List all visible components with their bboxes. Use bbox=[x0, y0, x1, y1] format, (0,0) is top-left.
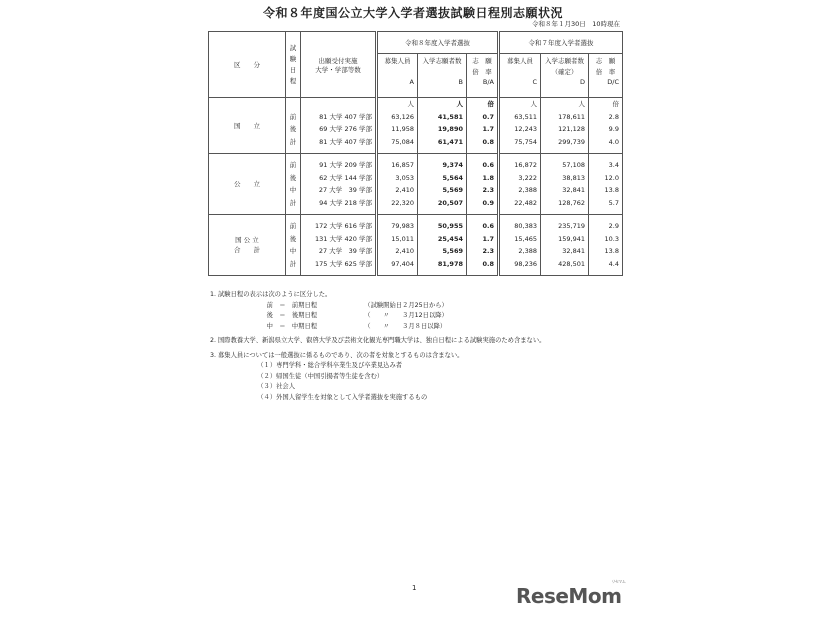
cell-d: 428,501 bbox=[558, 259, 585, 268]
cell-c: 12,243 bbox=[514, 125, 537, 133]
cell-b: 81,978 bbox=[437, 259, 463, 268]
col-c-label: 募集人員 bbox=[507, 57, 533, 65]
schedule-cell: 中 bbox=[289, 247, 297, 255]
section-name: 国 公 立 合 計 bbox=[209, 215, 286, 276]
cell-d: 57,108 bbox=[562, 161, 585, 169]
cell-a: 79,983 bbox=[391, 222, 414, 230]
page-title: 令和８年度国公立大学入学者選抜試験日程別志願状況 bbox=[262, 6, 563, 20]
cell-d: 128,762 bbox=[558, 198, 585, 207]
application-status-table bbox=[208, 31, 623, 276]
schedule-char: 程 bbox=[289, 76, 297, 85]
cell-a: 15,011 bbox=[391, 234, 414, 243]
cell-dc: 4.0 bbox=[608, 137, 619, 146]
note-line: （２）帰国生徒（中国引揚者等生徒を含む） bbox=[210, 372, 384, 380]
r8-header: 令和８年度入学者選抜 bbox=[377, 32, 499, 54]
col-a-symbol: A bbox=[409, 78, 414, 86]
cell-d: 299,739 bbox=[558, 137, 585, 146]
note-line: 前 ＝ 前期日程 （試験開始日２月25日から） bbox=[210, 301, 448, 309]
cell-b: 5,569 bbox=[442, 186, 463, 194]
cell-dc: 10.3 bbox=[604, 234, 619, 243]
cell-ba: 0.8 bbox=[482, 137, 494, 146]
schedule-cell: 計 bbox=[289, 137, 297, 146]
section-name: 国 立 bbox=[209, 98, 286, 154]
cell-ba: 0.9 bbox=[482, 198, 494, 207]
cell-d: 235,719 bbox=[558, 222, 585, 230]
note-line: （４）外国人留学生を対象として入学者選抜を実施するもの bbox=[210, 393, 428, 401]
cell-dc: 2.8 bbox=[608, 112, 619, 121]
cell-b: 9,374 bbox=[442, 161, 463, 169]
schedule-cell: 前 bbox=[289, 112, 297, 121]
schedule-cell: 後 bbox=[289, 125, 297, 133]
col-d-symbol: D bbox=[579, 78, 585, 86]
cell-c: 3,222 bbox=[518, 173, 537, 182]
cell-a: 2,410 bbox=[395, 247, 414, 255]
schedule-char: 日 bbox=[289, 65, 297, 74]
cell-b: 5,569 bbox=[442, 247, 463, 255]
cell-ba: 0.7 bbox=[482, 112, 494, 121]
cell-ba: 0.8 bbox=[482, 259, 494, 268]
cell-dc: 13.8 bbox=[604, 247, 619, 255]
cell-c: 63,511 bbox=[514, 112, 537, 121]
note-line: 2. 国際教養大学、新潟県立大学、叡啓大学及び芸術文化観光専門職大学は、独自日程による試験実施のため含まない。 bbox=[210, 337, 546, 344]
col-dc-symbol: D/C bbox=[607, 78, 619, 86]
notes bbox=[210, 290, 545, 403]
note-line: （１）専門学科・総合学科卒業生及び卒業見込み者 bbox=[210, 362, 403, 369]
table-section bbox=[209, 154, 623, 215]
cell-a: 3,053 bbox=[395, 173, 414, 182]
cell-ba: 2.3 bbox=[482, 247, 494, 255]
cell-b: 41,581 bbox=[437, 112, 463, 121]
r7-header: 令和７年度入学者選抜 bbox=[499, 32, 623, 54]
cell-c: 22,482 bbox=[514, 198, 537, 207]
cell-c: 75,754 bbox=[514, 137, 537, 146]
cell-dc: 13.8 bbox=[604, 186, 619, 194]
page-number: 1 bbox=[412, 584, 417, 592]
note-line: 中 ＝ 中期日程 （ 〃 ３月８日以降） bbox=[210, 322, 447, 330]
schedule-cell: 前 bbox=[289, 161, 297, 169]
cell-c: 80,383 bbox=[514, 222, 537, 230]
universities-cell: 172 大学 616 学部 bbox=[314, 222, 372, 230]
unit-label: 人 bbox=[407, 100, 414, 108]
table-section bbox=[209, 215, 623, 276]
universities-cell: 131 大学 420 学部 bbox=[314, 234, 372, 243]
cell-dc: 5.7 bbox=[608, 198, 619, 207]
cell-d: 32,841 bbox=[562, 247, 585, 255]
cell-ba: 0.6 bbox=[482, 222, 494, 230]
as-of-date: 令和８年１月30日 10時現在 bbox=[531, 20, 620, 28]
unit-label: 人 bbox=[530, 100, 537, 108]
cell-d: 32,841 bbox=[562, 186, 585, 194]
cell-ba: 0.6 bbox=[482, 161, 494, 169]
col-b-sub bbox=[421, 67, 463, 78]
cell-a: 75,084 bbox=[391, 137, 414, 146]
cell-dc: 12.0 bbox=[604, 173, 619, 182]
col-a-sub bbox=[381, 67, 414, 78]
cell-b: 5,564 bbox=[442, 173, 463, 182]
col-ba-label: 志 願 bbox=[472, 57, 492, 65]
universities-cell: 81 大学 407 学部 bbox=[319, 137, 372, 146]
cell-a: 16,857 bbox=[391, 161, 414, 169]
note-line: 3. 募集人員については一般選抜に係るものであり、次の者を対象とするものは含まない。 bbox=[210, 351, 464, 359]
col-a-label: 募集人員 bbox=[384, 57, 411, 65]
schedule-cell: 後 bbox=[289, 234, 297, 243]
note-line: 1. 試験日程の表示は次のように区分した。 bbox=[210, 291, 332, 298]
note-line: 後 ＝ 後期日程 （ 〃 ３月12日以降） bbox=[210, 312, 448, 319]
cell-c: 2,388 bbox=[518, 186, 537, 194]
col-d-sub: （確定） bbox=[551, 68, 578, 76]
unit-label: 倍 bbox=[612, 100, 619, 108]
schedule-cell: 計 bbox=[289, 198, 297, 207]
schedule-cell: 後 bbox=[289, 173, 297, 182]
cell-c: 2,388 bbox=[518, 247, 537, 255]
cell-b: 20,507 bbox=[437, 198, 463, 207]
cell-a: 2,410 bbox=[395, 186, 414, 194]
unit-label: 倍 bbox=[487, 100, 494, 108]
cell-a: 22,320 bbox=[391, 198, 414, 207]
cell-ba: 1.7 bbox=[482, 234, 494, 243]
cell-b: 61,471 bbox=[437, 137, 463, 146]
col-d-label: 入学志願者数 bbox=[545, 57, 584, 65]
unit-label: 人 bbox=[456, 100, 463, 108]
cell-a: 11,958 bbox=[391, 125, 414, 133]
cell-b: 25,454 bbox=[437, 234, 463, 243]
universities-cell: 62 大学 144 学部 bbox=[319, 173, 372, 182]
cell-a: 97,404 bbox=[391, 259, 414, 268]
cell-dc: 3.4 bbox=[608, 161, 619, 169]
universities-cell: 175 大学 625 学部 bbox=[314, 259, 372, 268]
cell-b: 19,890 bbox=[437, 125, 463, 133]
table-section bbox=[209, 98, 623, 154]
schedule-cell: 計 bbox=[289, 259, 297, 268]
uni-header-1: 出願受付実施 bbox=[318, 56, 358, 65]
col-c-symbol: C bbox=[532, 78, 537, 86]
col-ba-symbol: B/A bbox=[482, 78, 494, 86]
col-ba-sub: 倍 率 bbox=[472, 68, 492, 76]
cell-dc: 9.9 bbox=[608, 125, 619, 133]
col-b-symbol: B bbox=[458, 78, 463, 86]
col-c-sub bbox=[503, 67, 537, 78]
cell-c: 16,872 bbox=[514, 161, 537, 169]
unit-label: 人 bbox=[578, 100, 585, 108]
cell-d: 159,941 bbox=[558, 234, 585, 243]
section-name: 公 立 bbox=[209, 154, 286, 215]
category-header: 区 分 bbox=[209, 32, 286, 98]
schedule-char: 試 bbox=[289, 43, 297, 52]
cell-ba: 2.3 bbox=[482, 186, 494, 194]
col-dc-sub: 倍 率 bbox=[595, 68, 616, 76]
cell-c: 98,236 bbox=[514, 259, 537, 268]
cell-c: 15,465 bbox=[514, 234, 537, 243]
col-b-label: 入学志願者数 bbox=[422, 57, 462, 65]
cell-dc: 2.9 bbox=[608, 222, 619, 230]
note-line: （３）社会人 bbox=[210, 383, 296, 390]
cell-ba: 1.8 bbox=[482, 173, 494, 182]
cell-ba: 1.7 bbox=[482, 125, 494, 133]
universities-cell: 81 大学 407 学部 bbox=[319, 112, 372, 121]
cell-a: 63,126 bbox=[391, 112, 414, 121]
schedule-header bbox=[286, 32, 301, 98]
resemom-logo: ReseMom リセマム bbox=[516, 579, 626, 608]
universities-cell: 27 大学 39 学部 bbox=[318, 247, 372, 255]
cell-b: 50,955 bbox=[437, 222, 463, 230]
cell-d: 38,813 bbox=[562, 173, 585, 182]
universities-header bbox=[301, 32, 377, 98]
cell-d: 121,128 bbox=[558, 125, 585, 133]
universities-cell: 94 大学 218 学部 bbox=[319, 198, 372, 207]
cell-dc: 4.4 bbox=[608, 259, 619, 268]
col-dc-label: 志 願 bbox=[595, 57, 616, 65]
schedule-cell: 前 bbox=[289, 222, 297, 230]
universities-cell: 91 大学 209 学部 bbox=[319, 161, 372, 169]
cell-d: 178,611 bbox=[558, 112, 585, 121]
universities-cell: 27 大学 39 学部 bbox=[318, 186, 372, 194]
uni-header-2: 大学・学部等数 bbox=[315, 65, 361, 74]
schedule-char: 験 bbox=[289, 54, 297, 63]
universities-cell: 69 大学 276 学部 bbox=[319, 125, 372, 133]
schedule-cell: 中 bbox=[289, 186, 297, 194]
